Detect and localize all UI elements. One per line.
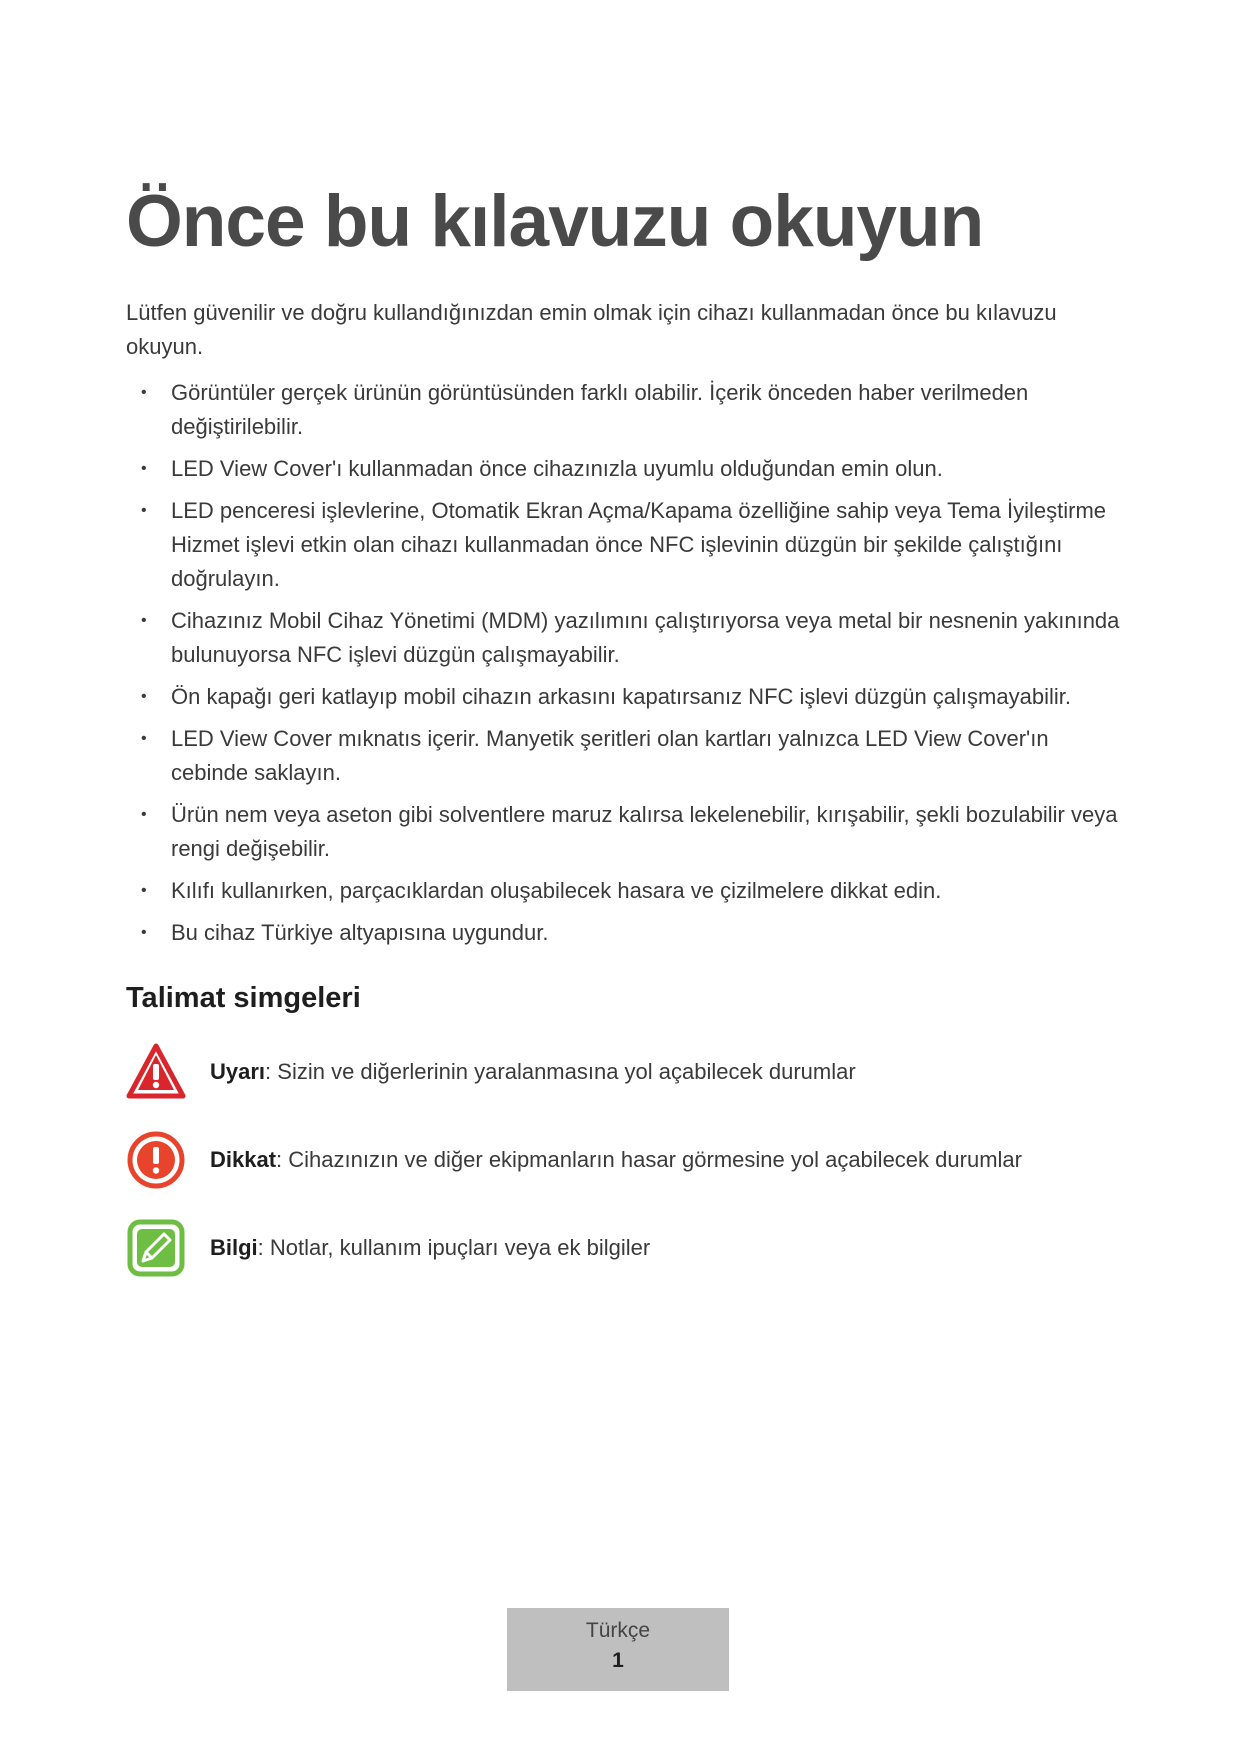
page-title: Önce bu kılavuzu okuyun xyxy=(126,181,984,262)
list-item-text: LED penceresi işlevlerine, Otomatik Ekran Açma/Kapama özelliğine sahip veya Tema İyileştirme Hizmet işlevi etkin olan cihazı kullanmadan önce NFC işlevinin düzgün bir şekilde çalıştığını doğrulayın. xyxy=(171,498,1107,591)
list-item-text: LED View Cover mıknatıs içerir. Manyetik şeritleri olan kartları yalnızca LED View Cover'ın cebinde saklayın. xyxy=(171,726,1049,785)
symbol-row-note xyxy=(126,1218,1126,1282)
list-item xyxy=(126,494,1126,596)
list-item-text: Kılıfı kullanırken, parçacıklardan oluşabilecek hasara ve çizilmelere dikkat edin. xyxy=(171,878,942,903)
intro-paragraph: Lütfen güvenilir ve doğru kullandığınızdan emin olmak için cihazı kullanmadan önce bu kılavuzu okuyun. xyxy=(126,300,1057,359)
list-item-text: LED View Cover'ı kullanmadan önce cihazınızla uyumlu olduğundan emin olun. xyxy=(171,456,943,481)
bullet-icon: • xyxy=(141,730,147,747)
list-item xyxy=(126,722,1126,790)
symbol-description xyxy=(210,1233,650,1263)
bullet-icon: • xyxy=(141,806,147,823)
list-item-text: Ön kapağı geri katlayıp mobil cihazın arkasını kapatırsanız NFC işlevi düzgün çalışmayabilir. xyxy=(171,684,1071,709)
footer-language: Türkçe xyxy=(585,1619,651,1642)
bullet-icon: • xyxy=(141,688,147,705)
list-item-text: Cihazınız Mobil Cihaz Yönetimi (MDM) yazılımını çalıştırıyorsa veya metal bir nesnenin yakınında bulunuyorsa NFC işlevi düzgün çalışmayabilir. xyxy=(171,608,1120,667)
caution-circle-icon xyxy=(126,1130,186,1190)
symbol-row-warning xyxy=(126,1042,1126,1106)
list-item xyxy=(126,376,1126,444)
symbol-label: Bilgi xyxy=(210,1235,258,1260)
page-number: 1 xyxy=(612,1649,624,1672)
symbol-label: Dikkat xyxy=(210,1147,277,1172)
list-item xyxy=(126,452,1126,486)
note-pencil-icon xyxy=(126,1218,186,1278)
symbol-text: : Cihazınızın ve diğer ekipmanların hasar görmesine yol açabilecek durumlar xyxy=(276,1147,1022,1172)
symbol-label: Uyarı xyxy=(210,1059,266,1084)
list-item xyxy=(126,680,1126,714)
list-item xyxy=(126,604,1126,672)
bullet-icon: • xyxy=(141,612,147,629)
symbol-description xyxy=(210,1057,856,1087)
list-item-text: Görüntüler gerçek ürünün görüntüsünden farklı olabilir. İçerik önceden haber verilmeden değiştirilebilir. xyxy=(171,380,1029,439)
symbol-text: : Notlar, kullanım ipuçları veya ek bilgiler xyxy=(257,1235,651,1260)
symbol-text: : Sizin ve diğerlerinin yaralanmasına yol açabilecek durumlar xyxy=(265,1059,856,1084)
precautions-list xyxy=(126,376,1126,958)
symbol-description xyxy=(210,1145,1022,1175)
list-item-text: Bu cihaz Türkiye altyapısına uygundur. xyxy=(171,920,549,945)
page-footer xyxy=(507,1608,729,1691)
bullet-icon: • xyxy=(141,882,147,899)
symbol-row-caution xyxy=(126,1130,1126,1194)
bullet-icon: • xyxy=(141,924,147,941)
list-item xyxy=(126,798,1126,866)
list-item xyxy=(126,874,1126,908)
bullet-icon: • xyxy=(141,384,147,401)
list-item-text: Ürün nem veya aseton gibi solventlere maruz kalırsa lekelenebilir, kırışabilir, şekli bozulabilir veya rengi değişebilir. xyxy=(171,802,1118,861)
warning-triangle-icon xyxy=(126,1042,186,1102)
bullet-icon: • xyxy=(141,460,147,477)
section-title: Talimat simgeleri xyxy=(126,982,361,1014)
bullet-icon: • xyxy=(141,502,147,519)
list-item xyxy=(126,916,1126,950)
